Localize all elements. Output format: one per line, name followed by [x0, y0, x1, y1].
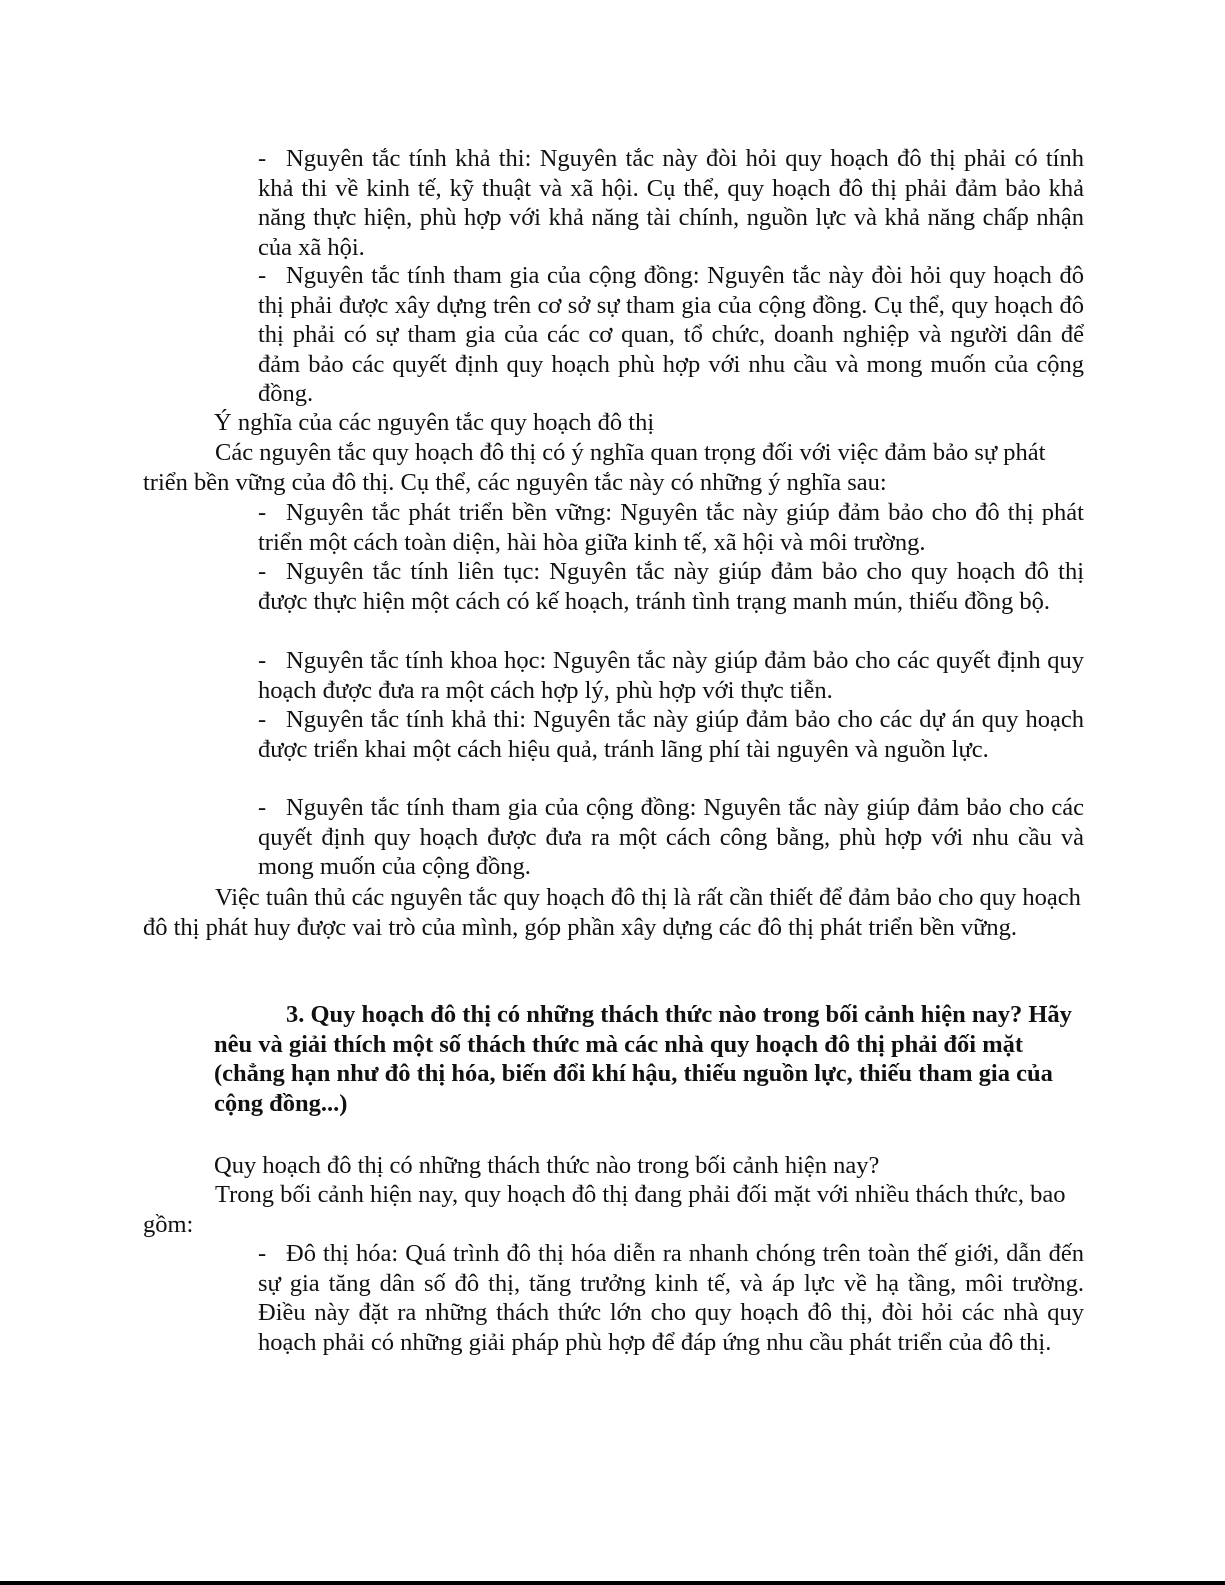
bullet-text: Nguyên tắc tính khoa học: Nguyên tắc này giúp đảm bảo cho các quyết định quy hoạch được đưa ra một cách hợp lý, phù hợp với thực tiễn.: [258, 647, 1084, 704]
list-item: [258, 705, 1084, 764]
bullet-dash: -: [258, 1240, 267, 1267]
section-subtitle: Ý nghĩa của các nguyên tắc quy hoạch đô thị: [214, 409, 655, 436]
bullet-dash: -: [258, 558, 267, 585]
list-item: [258, 261, 1084, 409]
bullet-text: Nguyên tắc tính khả thi: Nguyên tắc này đòi hỏi quy hoạch đô thị phải có tính khả thi về kinh tế, kỹ thuật và xã hội. Cụ thể, quy hoạch đô thị phải đảm bảo khả năng thực hiện, phù hợp với khả năng tài chính, nguồn lực và khả năng chấp nhận của xã hội.: [258, 145, 1084, 261]
bullet-text: Nguyên tắc phát triển bền vững: Nguyên tắc này giúp đảm bảo cho đô thị phát triển một cách toàn diện, hài hòa giữa kinh tế, xã hội và môi trường.: [258, 499, 1084, 556]
bullet-dash: -: [258, 647, 267, 674]
paragraph-answer-intro: Trong bối cảnh hiện nay, quy hoạch đô thị đang phải đối mặt với nhiều thách thức, bao gồm:: [143, 1181, 1066, 1238]
bullet-dash: -: [258, 794, 267, 821]
paragraph-conclusion: Việc tuân thủ các nguyên tắc quy hoạch đô thị là rất cần thiết để đảm bảo cho quy hoạch đô thị phát huy được vai trò của mình, góp phần xây dựng các đô thị phát triển bền vững.: [143, 884, 1081, 941]
bullet-text: Nguyên tắc tính khả thi: Nguyên tắc này giúp đảm bảo cho các dự án quy hoạch được triển khai một cách hiệu quả, tránh lãng phí tài nguyên và nguồn lực.: [258, 706, 1084, 763]
bullet-text: Nguyên tắc tính tham gia của cộng đồng: Nguyên tắc này giúp đảm bảo cho các quyết định quy hoạch được đưa ra một cách công bằng, phù hợp với nhu cầu và mong muốn của cộng đồng.: [258, 794, 1084, 880]
paragraph-meaning-intro: Các nguyên tắc quy hoạch đô thị có ý nghĩa quan trọng đối với việc đảm bảo sự phát triển bền vững của đô thị. Cụ thể, các nguyên tắc này có những ý nghĩa sau:: [143, 439, 1046, 496]
bullet-dash: -: [258, 145, 267, 172]
bullet-dash: -: [258, 499, 267, 526]
list-item: [258, 1239, 1084, 1357]
answer-title: Quy hoạch đô thị có những thách thức nào trong bối cảnh hiện nay?: [214, 1152, 880, 1179]
bullet-dash: -: [258, 262, 267, 289]
question-heading: 3. Quy hoạch đô thị có những thách thức nào trong bối cảnh hiện nay? Hãy nêu và giải thích một số thách thức mà các nhà quy hoạch đô thị phải đối mặt (chẳng hạn như đô thị hóa, biến đổi khí hậu, thiếu nguồn lực, thiếu tham gia của cộng đồng...): [214, 1001, 1072, 1117]
list-item: [258, 793, 1084, 882]
bullet-text: Nguyên tắc tính liên tục: Nguyên tắc này giúp đảm bảo cho quy hoạch đô thị được thực hiện một cách có kế hoạch, tránh tình trạng manh mún, thiếu đồng bộ.: [258, 558, 1084, 615]
list-item: [258, 557, 1084, 616]
bullet-text: Đô thị hóa: Quá trình đô thị hóa diễn ra nhanh chóng trên toàn thế giới, dẫn đến sự gia tăng dân số đô thị, tăng trưởng kinh tế, và áp lực về hạ tầng, môi trường. Điều này đặt ra những thách thức lớn cho quy hoạch đô thị, đòi hỏi các nhà quy hoạch phải có những giải pháp phù hợp để đáp ứng nhu cầu phát triển của đô thị.: [258, 1240, 1084, 1356]
page-bottom-border: [0, 1581, 1225, 1585]
bullet-dash: -: [258, 706, 267, 733]
list-item: [258, 646, 1084, 705]
list-item: [258, 498, 1084, 557]
list-item: [258, 144, 1084, 262]
bullet-text: Nguyên tắc tính tham gia của cộng đồng: Nguyên tắc này đòi hỏi quy hoạch đô thị phải được xây dựng trên cơ sở sự tham gia của cộng đồng. Cụ thể, quy hoạch đô thị phải có sự tham gia của các cơ quan, tổ chức, doanh nghiệp và người dân để đảm bảo các quyết định quy hoạch phù hợp với nhu cầu và mong muốn của cộng đồng.: [258, 262, 1084, 407]
